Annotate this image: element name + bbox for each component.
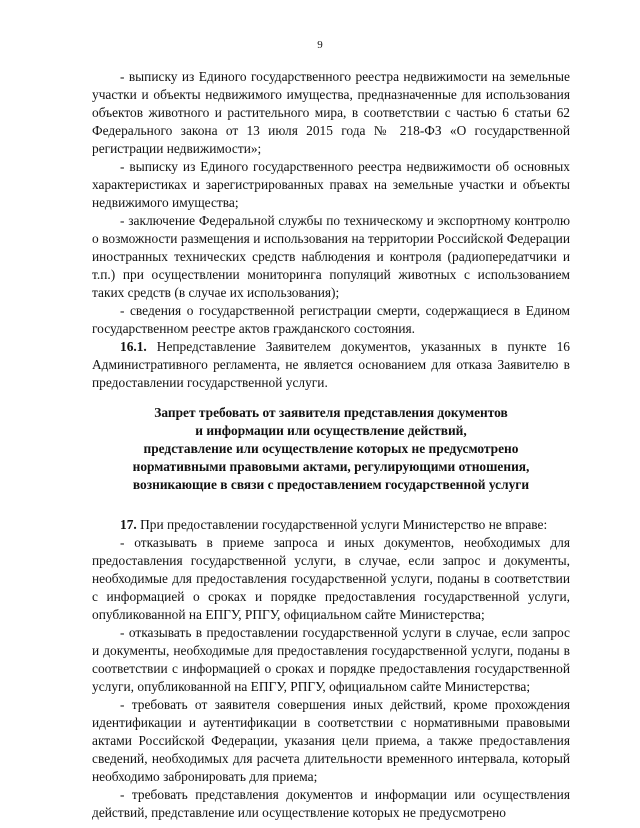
paragraph-death-registration: - сведения о государственной регистрации смерти, содержащиеся в Едином государственном реестре актов гражданского состояния. xyxy=(92,303,570,336)
paragraph-refuse-acceptance: - отказывать в приеме запроса и иных документов, необходимых для предоставления государственной услуги, в случае, если запрос и документы, необходимые для предоставления государственной услуги, поданы в соответствии с информацией о сроках и порядке предоставления государственной услуги, опубликованной на ЕПГУ, РПГУ, официальном сайте Министерства; xyxy=(92,535,570,622)
clause-text: При предоставлении государственной услуги Министерство не вправе: xyxy=(140,517,548,532)
heading-line: представление или осуществление которых не предусмотрено xyxy=(143,441,519,456)
paragraph-fstek-conclusion: - заключение Федеральной службы по техническому и экспортному контролю о возможности размещения и использования на территории Российской Федерации иностранных технических средств наблюдения и контроля (радиопередатчики и т.п.) при осуществлении мониторинга популяций животных с использованием таких средств (в случае их использования); xyxy=(92,213,570,300)
clause-text: Непредставление Заявителем документов, указанных в пункте 16 Административного регламента, не является основанием для отказа Заявителю в предоставлении государственной услуги. xyxy=(92,339,570,390)
paragraph-16-1 xyxy=(92,338,570,392)
heading-line: и информации или осуществление действий, xyxy=(195,423,467,438)
heading-line: Запрет требовать от заявителя представления документов xyxy=(154,405,508,420)
heading-line: нормативными правовыми актами, регулирующими отношения, xyxy=(132,459,530,474)
clause-number: 16.1. xyxy=(120,339,147,354)
document-body xyxy=(92,68,570,822)
paragraph-refuse-provision: - отказывать в предоставлении государственной услуги в случае, если запрос и документы, необходимые для предоставления государственной услуги, поданы в соответствии с информацией о сроках и порядке предоставления государственной услуги, опубликованной на ЕПГУ, РПГУ, официальном сайте Министерства; xyxy=(92,625,570,694)
paragraph-require-documents: - требовать представления документов и информации или осуществления действий, представление или осуществление которых не предусмотрено xyxy=(92,787,570,820)
section-heading xyxy=(92,404,570,494)
paragraph-other-actions: - требовать от заявителя совершения иных действий, кроме прохождения идентификации и аутентификации в соответствии с нормативными правовыми актами Российской Федерации, указания цели приема, а также предоставления сведений, необходимых для расчета длительности временного интервала, который необходимо забронировать для приема; xyxy=(92,697,570,784)
heading-line: возникающие в связи с предоставлением государственной услуги xyxy=(132,477,530,492)
page-number: 9 xyxy=(317,39,323,51)
paragraph-17 xyxy=(92,516,570,534)
paragraph-egrn-characteristics: - выписку из Единого государственного реестра недвижимости об основных характеристиках и зарегистрированных правах на земельные участки и объекты недвижимого имущества; xyxy=(92,159,570,210)
paragraph-egrn-wildlife: - выписку из Единого государственного реестра недвижимости на земельные участки и объекты недвижимого имущества, предназначенные для использования объектов животного и растительного мира, в соответствии с частью 6 статьи 62 Федерального закона от 13 июля 2015 года № 218-ФЗ «О государственной регистрации недвижимости»; xyxy=(92,69,570,156)
clause-number: 17. xyxy=(120,517,137,532)
